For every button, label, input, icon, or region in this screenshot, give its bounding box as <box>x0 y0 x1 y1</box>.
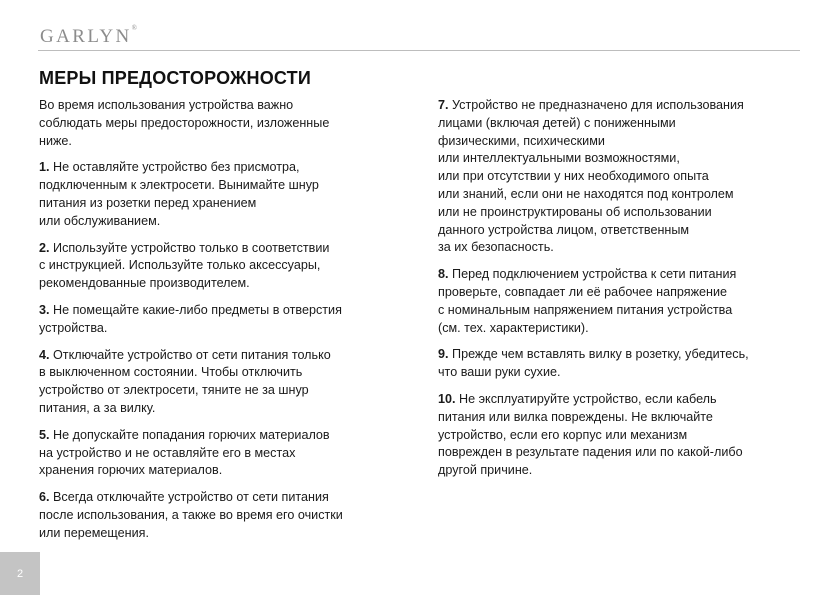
item-text: Используйте устройство только в соответствии с инструкцией. Используйте только аксессуары, рекомендованные производителем. <box>39 240 330 291</box>
precaution-item-4 <box>39 347 399 418</box>
intro-paragraph: Во время использования устройства важно соблюдать меры предосторожности, изложенные ниже. <box>39 98 330 148</box>
brand-name: GARLYN <box>40 26 132 47</box>
item-number: 10. <box>438 391 456 406</box>
item-number: 3. <box>39 302 50 317</box>
precaution-item-7 <box>438 97 800 257</box>
item-text: Не эксплуатируйте устройство, если кабель питания или вилка повреждены. Не включайте устройство, если его корпус или механизм поврежден в результате падения или по какой-либо другой причине. <box>438 391 743 478</box>
item-text: Отключайте устройство от сети питания только в выключенном состоянии. Чтобы отключить устройство от электросети, тяните не за шнур питания, а за вилку. <box>39 347 331 415</box>
precaution-item-6 <box>39 489 399 542</box>
precaution-item-2 <box>39 240 399 293</box>
page-title: МЕРЫ ПРЕДОСТОРОЖНОСТИ <box>39 68 311 88</box>
right-column <box>438 97 800 489</box>
item-number: 2. <box>39 240 50 255</box>
item-number: 9. <box>438 347 449 362</box>
precaution-item-10 <box>438 391 800 480</box>
item-text: Всегда отключайте устройство от сети питания после использования, а также во время его очистки или перемещения. <box>39 490 343 540</box>
header-divider <box>38 50 800 51</box>
item-text: Прежде чем вставлять вилку в розетку, убедитесь, что ваши руки сухие. <box>438 347 749 380</box>
item-number: 8. <box>438 267 449 282</box>
left-column <box>39 97 399 552</box>
item-text: Перед подключением устройства к сети питания проверьте, совпадает ли её рабочее напряжение с номинальным напряжением питания устройства (см. тех. характеристики). <box>438 267 737 335</box>
item-number: 6. <box>39 490 50 505</box>
item-number: 7. <box>438 98 449 112</box>
item-text: Не допускайте попадания горючих материалов на устройство и не оставляйте его в местах хранения горючих материалов. <box>39 427 330 478</box>
page-number: 2 <box>16 567 24 580</box>
item-text: Не оставляйте устройство без присмотра, подключенным к электросети. Вынимайте шнур питания из розетки перед хранением или обслуживанием. <box>39 160 319 228</box>
precaution-item-9 <box>438 346 800 382</box>
item-text: Не помещайте какие-либо предметы в отверстия устройства. <box>39 302 342 335</box>
page-number-badge <box>0 552 40 595</box>
brand-logo <box>40 26 137 48</box>
item-number: 1. <box>39 160 50 175</box>
item-number: 4. <box>39 347 50 362</box>
item-text: Устройство не предназначено для использования лицами (включая детей) с пониженными физическими, психическими или интеллектуальными возможностями, или при отсутствии у них необходимого опыта или знаний, если они не находятся под контролем или не проинструктированы об использовании данного устройства лицом, ответственным за их безопасность. <box>438 98 744 255</box>
precaution-item-1 <box>39 159 399 230</box>
precaution-item-3 <box>39 302 399 338</box>
precaution-item-8 <box>438 266 800 337</box>
precaution-item-5 <box>39 427 399 480</box>
item-number: 5. <box>39 427 50 442</box>
trademark-mark: ® <box>131 24 137 32</box>
